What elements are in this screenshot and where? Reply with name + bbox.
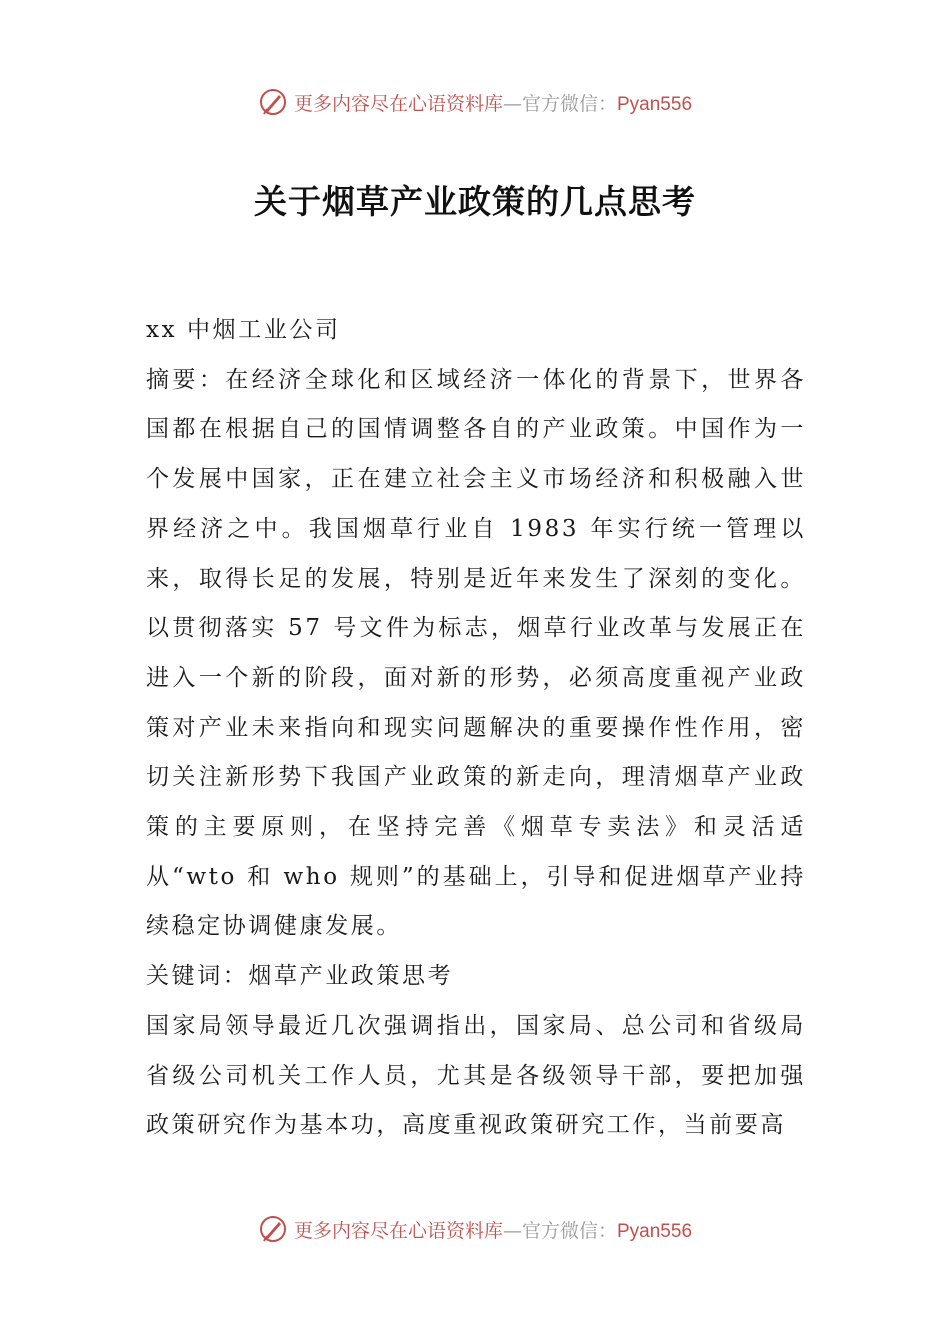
watermark-wechat-label: 官方微信： bbox=[521, 1219, 617, 1242]
quill-pen-logo-icon bbox=[258, 87, 288, 117]
watermark-dash: — bbox=[502, 1219, 522, 1242]
keywords-line: 关键词：烟草产业政策思考 bbox=[146, 963, 454, 990]
watermark-dash: — bbox=[502, 92, 522, 115]
quill-pen-logo-icon bbox=[258, 1214, 288, 1244]
document-title: 关于烟草产业政策的几点思考 bbox=[254, 182, 696, 221]
watermark-header bbox=[0, 84, 950, 120]
body-paragraph: 国家局领导最近几次强调指出，国家局、总公司和省级局省级公司机关工作人员，尤其是各级领导干部，要把加强政策研究作为基本功，高度重视政策研究工作，当前要高 bbox=[146, 1012, 806, 1139]
watermark-brand: 更多内容尽在心语资料库 bbox=[293, 92, 503, 115]
watermark-text bbox=[294, 89, 692, 116]
author-line: xx 中烟工业公司 bbox=[146, 317, 341, 343]
watermark-wechat-id: Pyan556 bbox=[617, 1220, 693, 1242]
watermark-footer bbox=[0, 1211, 950, 1247]
watermark-text bbox=[294, 1216, 692, 1243]
document-body bbox=[146, 306, 806, 1151]
abstract-paragraph: 摘要：在经济全球化和区域经济一体化的背景下，世界各国都在根据自己的国情调整各自的产业政策。中国作为一个发展中国家，正在建立社会主义市场经济和积极融入世界经济之中。我国烟草行业自 1983 年实行统一管理以来，取得长足的发展，特别是近年来发生了深刻的变化。以贯彻落实 57 号文件为标志，烟草行业改革与发展正在进入一个新的阶段，面对新的形势，必须高度重视产业政策对产业未来指向和现实问题解决的重要操作性作用，密切关注新形势下我国产业政策的新走向，理清烟草产业政策的主要原则，在坚持完善《烟草专卖法》和灵活适从“wto 和 who 规则”的基础上，引导和促进烟草产业持续稳定协调健康发展。 bbox=[146, 366, 806, 940]
watermark-wechat-id: Pyan556 bbox=[617, 93, 693, 115]
watermark-wechat-label: 官方微信： bbox=[521, 92, 617, 115]
watermark-brand: 更多内容尽在心语资料库 bbox=[293, 1219, 503, 1242]
